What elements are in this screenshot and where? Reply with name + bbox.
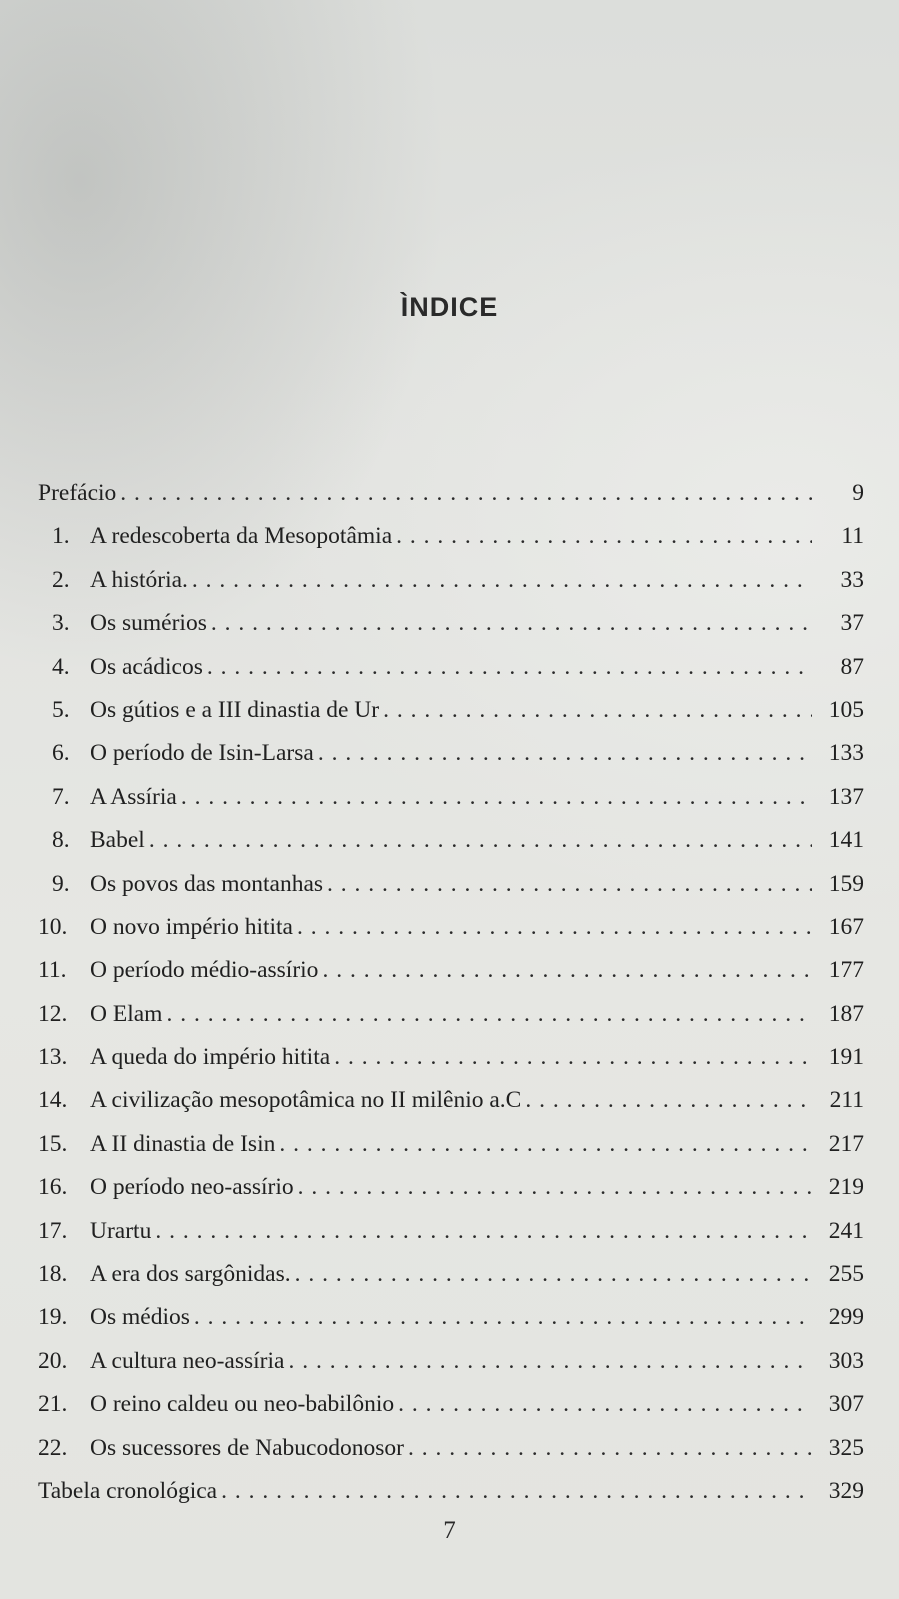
toc-page-number: 255 [828,1261,864,1288]
leader-dots [396,521,812,551]
toc-page-number: 159 [828,870,864,897]
toc-label: A redescoberta da Mesopotâmia [90,523,393,550]
toc-chapter-number: 15. [38,1130,68,1157]
toc-chapter-number: 10. [38,913,68,940]
toc-row [38,565,864,608]
leader-dots [279,1129,812,1159]
toc-chapter-number: 7. [52,783,70,810]
toc-row [38,1042,864,1085]
toc-page-number: 105 [828,696,864,723]
toc-label: A II dinastia de Isin [90,1130,276,1157]
toc-page-number: 137 [828,783,864,810]
leader-dots [207,652,812,682]
leader-dots [194,1302,812,1332]
toc-row [38,521,864,564]
toc-page-number: 217 [828,1130,864,1157]
toc-row [38,695,864,738]
page-number-folio: 7 [443,1517,456,1544]
toc-page-number: 211 [829,1087,864,1114]
toc-label: O reino caldeu ou neo-babilônio [90,1391,395,1418]
toc-label: A Assíria [90,783,177,810]
toc-page-number: 303 [828,1347,864,1374]
toc-row [38,608,864,651]
toc-chapter-number: 14. [38,1087,68,1114]
toc-label: A história. [90,566,188,593]
toc-row [38,1085,864,1128]
leader-dots [181,782,812,812]
leader-dots [383,695,812,725]
toc-label: O novo império hitita [90,913,293,940]
leader-dots [408,1433,812,1463]
toc-page-number: 219 [828,1174,864,1201]
leader-dots [322,955,812,985]
toc-chapter-number: 8. [52,827,70,854]
toc-row-chronology [38,1476,864,1519]
toc-chapter-number: 5. [52,696,70,723]
toc-row [38,1346,864,1389]
toc-chapter-number: 21. [38,1391,68,1418]
toc-label: Os sumérios [90,610,207,637]
toc-row [38,1389,864,1432]
toc-chapter-number: 6. [52,740,70,767]
toc-page-number: 325 [828,1434,864,1461]
toc-label: Urartu [90,1217,152,1244]
toc-row [38,652,864,695]
toc-label: A civilização mesopotâmica no II milênio a.C [90,1087,522,1114]
toc-page-number: 167 [828,913,864,940]
index-title: ÌNDICE [400,292,499,322]
leader-dots [221,1476,812,1506]
leader-dots [318,738,812,768]
toc-label: O período de Isin-Larsa [90,740,314,767]
toc-row [38,999,864,1042]
toc-row [38,1216,864,1259]
toc-row [38,912,864,955]
toc-page-number: 187 [828,1000,864,1027]
toc-chapter-number: 22. [38,1434,68,1461]
toc-page-number: 177 [828,957,864,984]
toc-label: O Elam [90,1000,163,1027]
toc-chapter-number: 2. [52,566,70,593]
toc-label: Babel [90,827,145,854]
leader-dots [166,999,812,1029]
leader-dots [149,825,812,855]
toc-chapter-number: 3. [52,610,70,637]
toc-page-number: 9 [852,480,864,506]
leader-dots [525,1085,812,1115]
toc-row [38,869,864,912]
leader-dots [297,912,812,942]
leader-dots [155,1216,812,1246]
toc-label: Os gútios e a III dinastia de Ur [90,696,380,723]
toc-chapter-number: 18. [38,1261,68,1288]
toc-label: A era dos sargônidas. [90,1261,291,1288]
toc-page-number: 133 [828,740,864,767]
toc-row [38,1433,864,1476]
toc-chapter-number: 17. [38,1217,68,1244]
toc-row [38,1259,864,1302]
toc-row [38,1302,864,1345]
toc-page-number: 329 [828,1477,864,1504]
toc-label: Os sucessores de Nabucodonosor [90,1434,404,1461]
toc-page-number: 191 [828,1044,864,1071]
toc-row [38,1172,864,1215]
toc-label: Tabela cronológica [38,1477,218,1504]
toc-row [38,738,864,781]
toc-row-preface [38,478,864,521]
toc-label: Os povos das montanhas [90,870,324,897]
toc-row [38,825,864,868]
leader-dots [298,1172,812,1202]
table-of-contents [38,478,864,1519]
leader-dots [288,1346,812,1376]
toc-chapter-number: 9. [52,870,70,897]
leader-dots [398,1389,812,1419]
toc-page-number: 299 [828,1304,864,1331]
toc-chapter-number: 16. [38,1174,68,1201]
toc-row [38,955,864,998]
leader-dots [295,1259,812,1289]
toc-chapter-number: 13. [38,1044,68,1071]
toc-row [38,1129,864,1172]
toc-page-number: 307 [828,1391,864,1418]
toc-label: A queda do império hitita [90,1044,331,1071]
toc-label: Os médios [90,1304,190,1331]
toc-chapter-number: 1. [52,523,70,550]
toc-label: Os acádicos [90,653,203,680]
toc-chapter-number: 4. [52,653,70,680]
toc-page-number: 141 [828,827,864,854]
toc-label: A cultura neo-assíria [90,1347,285,1374]
toc-chapter-number: 20. [38,1347,68,1374]
toc-label: Prefácio [38,480,117,506]
toc-page-number: 37 [840,610,864,637]
toc-chapter-number: 11. [38,957,67,984]
toc-row [38,782,864,825]
leader-dots [334,1042,812,1072]
leader-dots [120,478,812,508]
toc-page-number: 87 [840,653,864,680]
toc-chapter-number: 19. [38,1304,68,1331]
toc-page-number: 33 [840,566,864,593]
toc-page-number: 11 [841,523,864,550]
leader-dots [211,608,812,638]
toc-label: O período neo-assírio [90,1174,294,1201]
leader-dots [192,565,812,595]
leader-dots [327,869,812,899]
toc-label: O período médio-assírio [90,957,319,984]
toc-page-number: 241 [828,1217,864,1244]
toc-chapter-number: 12. [38,1000,68,1027]
